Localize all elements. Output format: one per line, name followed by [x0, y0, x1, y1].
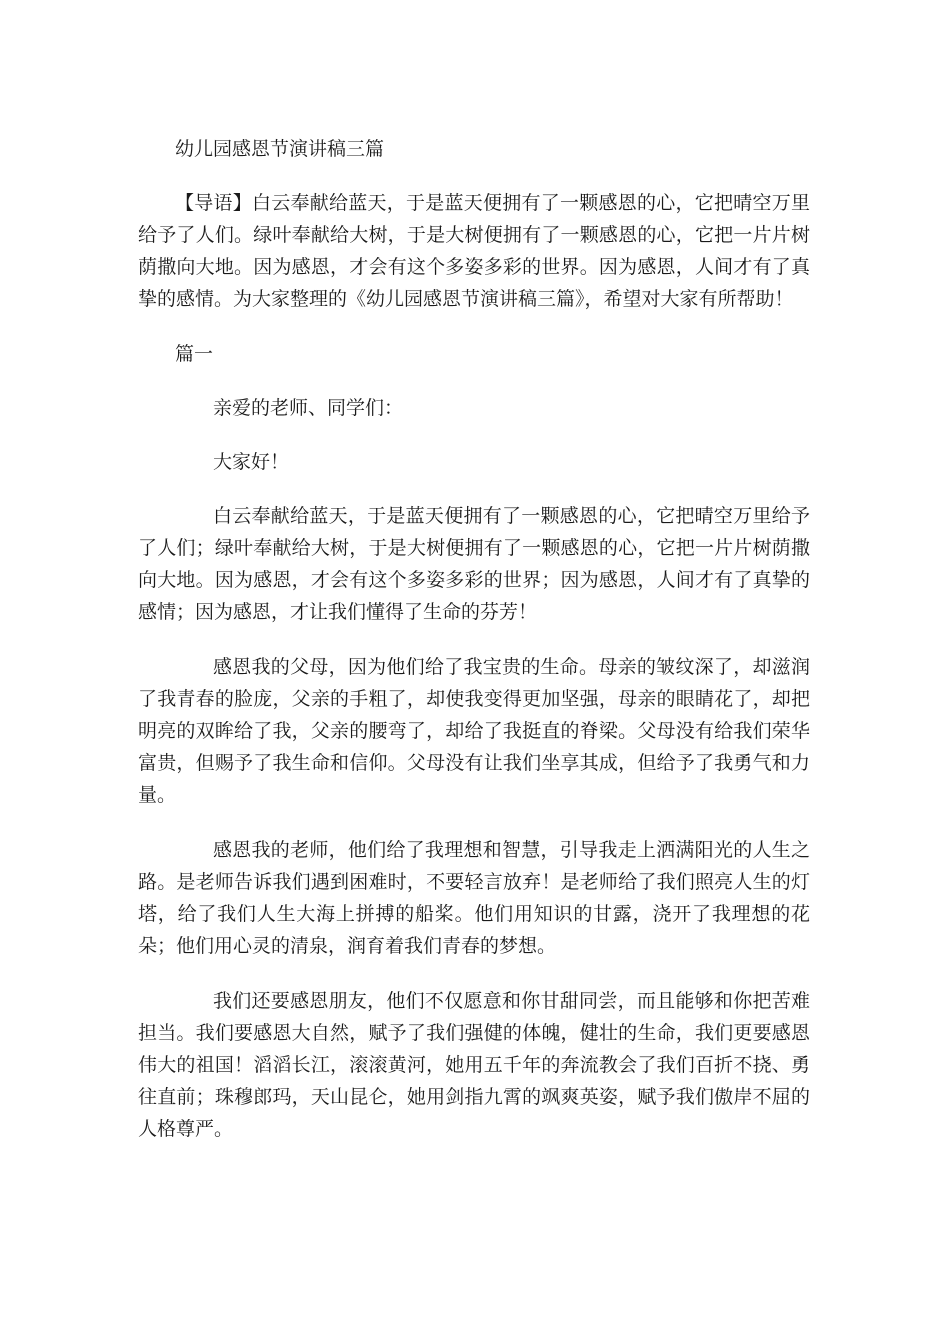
section-heading: 篇一: [175, 343, 214, 365]
document-body: [138, 133, 810, 1168]
intro-paragraph: 【导语】白云奉献给蓝天，于是蓝天便拥有了一颗感恩的心，它把晴空万里给予了人们。绿叶奉献给大树，于是大树便拥有了一颗感恩的心，它把一片片树荫撒向大地。因为感恩，才会有这个多姿多彩的世界。因为感恩，人间才有了真挚的感情。为大家整理的《幼儿园感恩节演讲稿三篇》，希望对大家有所帮助！: [138, 192, 810, 310]
body-paragraph: 白云奉献给蓝天，于是蓝天便拥有了一颗感恩的心，它把晴空万里给予了人们；绿叶奉献给大树，于是大树便拥有了一颗感恩的心，它把一片片树荫撒向大地。因为感恩，才会有这个多姿多彩的世界；因为感恩，人间才有了真挚的感情；因为感恩，才让我们懂得了生命的芬芳！: [138, 505, 810, 623]
body-paragraph: 我们还要感恩朋友，他们不仅愿意和你甘甜同尝，而且能够和你把苦难担当。我们要感恩大自然，赋予了我们强健的体魄，健壮的生命，我们更要感恩伟大的祖国！滔滔长江，滚滚黄河，她用五千年的奔流教会了我们百折不挠、勇往直前；珠穆郎玛，天山昆仑，她用剑指九霄的飒爽英姿，赋予我们傲岸不屈的人格尊严。: [138, 990, 810, 1140]
document-title: 幼儿园感恩节演讲稿三篇: [175, 138, 385, 160]
greeting-line: 亲爱的老师、同学们：: [213, 397, 404, 419]
hello-line: 大家好！: [213, 451, 290, 473]
body-paragraph: 感恩我的父母，因为他们给了我宝贵的生命。母亲的皱纹深了，却滋润了我青春的脸庞，父亲的手粗了，却使我变得更加坚强，母亲的眼睛花了，却把明亮的双眸给了我，父亲的腰弯了，却给了我挺直的脊梁。父母没有给我们荣华富贵，但赐予了我生命和信仰。父母没有让我们坐享其成，但给予了我勇气和力量。: [138, 656, 810, 806]
body-paragraph: 感恩我的老师，他们给了我理想和智慧，引导我走上洒满阳光的人生之路。是老师告诉我们遇到困难时，不要轻言放弃！是老师给了我们照亮人生的灯塔，给了我们人生大海上拼搏的船桨。他们用知识的甘露，浇开了我理想的花朵；他们用心灵的清泉，润育着我们青春的梦想。: [138, 839, 810, 957]
